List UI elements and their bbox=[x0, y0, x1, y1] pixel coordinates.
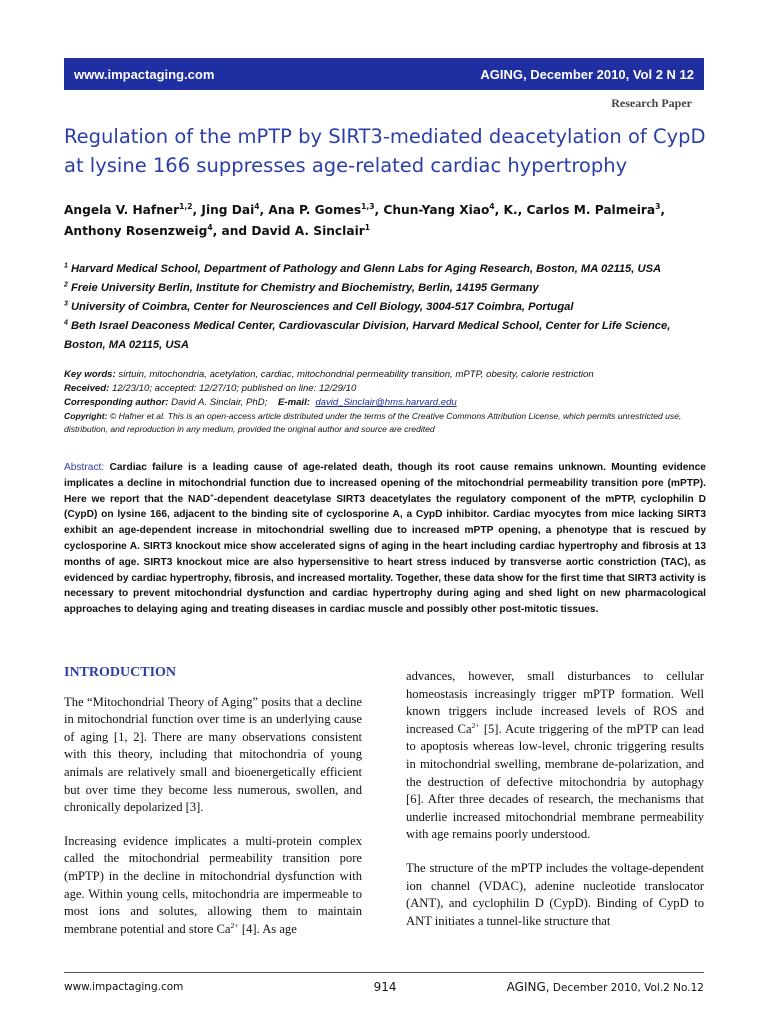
author-name: Ana P. Gomes bbox=[268, 203, 362, 217]
author-separator: , and bbox=[212, 224, 252, 238]
author-name: Angela V. Hafner bbox=[64, 203, 180, 217]
author-name: Chun-Yang Xiao bbox=[383, 203, 490, 217]
intro-paragraph-3 bbox=[406, 668, 704, 844]
author-name: Carlos M. Palmeira bbox=[526, 203, 656, 217]
paper-type-label: Research Paper bbox=[611, 96, 692, 110]
author-affiliation-sup: 4 bbox=[207, 222, 213, 232]
intro-paragraph-1: The “Mitochondrial Theory of Aging” posits that a decline in mitochondrial function over time is an underlying cause of aging [1, 2]. There are many observations consistent with this theory, including that mitochondria of young animals are relatively small and bioenergetically efficient but over time they become less numerous, swollen, and chronically depolarized [3]. bbox=[64, 694, 362, 815]
intro-paragraph-4: The structure of the mPTP includes the voltage-dependent ion channel (VDAC), adenine nucleotide translocator (ANT), and cyclophilin D (CypD). Binding of CypD to ANT initiates a tunnel-like structure that bbox=[406, 860, 704, 928]
author-separator: , bbox=[374, 203, 384, 217]
page-number: 914 bbox=[373, 980, 397, 994]
page-footer bbox=[64, 980, 704, 994]
author-affiliation-sup: 4 bbox=[254, 201, 260, 211]
keywords-line bbox=[64, 368, 714, 382]
author-affiliation-sup: 3 bbox=[655, 201, 661, 211]
received-dates: 12/23/10; accepted: 12/27/10; published on line: 12/29/10 bbox=[112, 383, 357, 394]
affiliation-item bbox=[64, 279, 714, 298]
author-separator: , bbox=[259, 203, 269, 217]
author-list bbox=[64, 200, 704, 242]
affiliation-text: University of Coimbra, Center for Neurosciences and Cell Biology, 3004-517 Coimbra, Portugal bbox=[70, 301, 574, 313]
keywords: sirtuin, mitochondria, acetylation, cardiac, mitochondrial permeability transition, mPTP, obesity, calorie restriction bbox=[118, 369, 594, 380]
copyright-label: Copyright: bbox=[64, 411, 108, 421]
corresponding-line bbox=[64, 396, 714, 410]
abstract bbox=[64, 460, 706, 618]
intro-paragraph-2-text: Increasing evidence implicates a multi-protein complex called the mitochondrial permeability transition pore (mPTP) in the decline in mitochondrial dysfunction with age. Within young cells, mitochondria are impermeable to most ions and solutes, allowing them to maintain membrane potential and store Ca bbox=[64, 833, 362, 936]
intro-paragraph-2 bbox=[64, 833, 362, 939]
author-separator: , bbox=[192, 203, 202, 217]
footer-journal-name: AGING, bbox=[506, 980, 550, 994]
paper-title: Regulation of the mPTP by SIRT3-mediated deacetylation of CypD at lysine 166 suppresses age-related cardiac hypertrophy bbox=[64, 125, 706, 177]
article-meta bbox=[64, 368, 714, 436]
body-column-left bbox=[64, 664, 362, 954]
journal-banner bbox=[64, 58, 704, 90]
affiliation-item bbox=[64, 298, 714, 317]
author-name: Jing Dai bbox=[201, 203, 255, 217]
banner-site-link[interactable]: www.impactaging.com bbox=[74, 66, 215, 82]
email-link[interactable]: david_Sinclair@hms.harvard.edu bbox=[315, 397, 457, 408]
abstract-label: Abstract: bbox=[64, 462, 105, 473]
copyright-line bbox=[64, 410, 714, 436]
author-name: David A. Sinclair bbox=[251, 224, 365, 238]
intro-paragraph-3-text: advances, however, small disturbances to cellular homeostasis increasingly trigger mPTP formation. Well known triggers include increased levels of ROS and increased Ca bbox=[406, 669, 704, 736]
body-column-right bbox=[406, 668, 704, 946]
abstract-sup: + bbox=[210, 492, 214, 500]
footer-journal-issue: December 2010, Vol.2 No.12 bbox=[549, 982, 704, 994]
abstract-text-1: Cardiac failure is a leading cause of age-related death, though its root cause remains unknown. Mounting evidence implicates a decline in mitochondrial function due to increased opening of the mitochondrial permeability transition pore (mPTP). Here we report that the NAD bbox=[64, 462, 706, 505]
author-affiliation-sup: 1,2 bbox=[179, 201, 193, 211]
author-affiliation-sup: 4 bbox=[489, 201, 495, 211]
affiliation-list bbox=[64, 260, 714, 355]
affiliation-text: Beth Israel Deaconess Medical Center, Cardiovascular Division, Harvard Medical School, Center for Life Science, Boston, MA 02115, USA bbox=[64, 320, 671, 351]
author-name: Anthony Rosenzweig bbox=[64, 224, 208, 238]
affiliation-number: 2 bbox=[64, 281, 68, 289]
copyright-text: © Hafner et al. This is an open-access article distributed under the terms of the Creative Commons Attribution License, which permits unrestricted use, distribution, and reproduction in any medium, provided the original author and source are credited bbox=[64, 411, 682, 434]
corresponding-label: Corresponding author: bbox=[64, 397, 169, 408]
affiliation-text: Harvard Medical School, Department of Pathology and Glenn Labs for Aging Research, Boston, MA 02115, USA bbox=[70, 263, 662, 275]
footer-journal-info bbox=[507, 980, 704, 994]
received-label: Received: bbox=[64, 383, 110, 394]
affiliation-number: 4 bbox=[64, 319, 68, 327]
author-separator: , bbox=[660, 203, 666, 217]
intro-paragraph-3-sup: 2+ bbox=[471, 720, 480, 730]
corresponding-author: David A. Sinclair, PhD; bbox=[171, 397, 268, 408]
received-line bbox=[64, 382, 714, 396]
intro-paragraph-3-end: [5]. Acute triggering of the mPTP can lead to apoptosis whereas low-level, chronic triggering results in mitochondrial swelling, membrane de-polarization, and the destruction of defective mitochondria by autophagy [6]. After three decades of research, the mechanisms that underlie increased mitochondrial membrane permeability with age remains poorly understood. bbox=[406, 721, 704, 842]
affiliation-number: 1 bbox=[64, 262, 68, 270]
section-heading-introduction: INTRODUCTION bbox=[64, 665, 177, 680]
affiliation-item bbox=[64, 260, 714, 279]
keywords-label: Key words: bbox=[64, 369, 116, 380]
footer-divider bbox=[64, 972, 704, 973]
email-label: E-mail: bbox=[277, 397, 310, 408]
author-separator: , K., bbox=[494, 203, 527, 217]
author-affiliation-sup: 1,3 bbox=[361, 201, 375, 211]
banner-journal-info: AGING, December 2010, Vol 2 N 12 bbox=[480, 66, 694, 82]
affiliation-item bbox=[64, 317, 714, 355]
abstract-text-2: -dependent deacetylase SIRT3 deacetylates the regulatory component of the mPTP, cyclophilin D (CypD) on lysine 166, adjacent to the binding site of cyclosporine A, a CypD inhibitor. Cardiac myocytes from mice lacking SIRT3 exhibit an age-dependent increase in mitochondrial swelling due to increased mPTP opening, a phenotype that is rescued by cyclosporine A. SIRT3 knockout mice show accelerated signs of aging in the heart including cardiac hypertrophy and fibrosis at 13 months of age. SIRT3 knockout mice are also hypersensitive to heart stress induced by transverse aortic constriction (TAC), as evidenced by cardiac hypertrophy, fibrosis, and increased mortality. Together, these data show for the first time that SIRT3 activity is necessary to prevent mitochondrial dysfunction and cardiac hypertrophy during aging and shed light on new pharmacological approaches to delaying aging and treating diseases in cardiac muscle and possibly other post-mitotic tissues. bbox=[64, 493, 706, 616]
affiliation-text: Freie University Berlin, Institute for Chemistry and Biochemistry, Berlin, 14195 Germany bbox=[70, 282, 539, 294]
footer-site-link[interactable]: www.impactaging.com bbox=[64, 981, 184, 993]
author-affiliation-sup: 1 bbox=[364, 222, 371, 232]
intro-paragraph-2-sup: 2+ bbox=[230, 920, 239, 930]
affiliation-number: 3 bbox=[64, 300, 68, 308]
intro-paragraph-2-end: [4]. As age bbox=[238, 921, 297, 936]
